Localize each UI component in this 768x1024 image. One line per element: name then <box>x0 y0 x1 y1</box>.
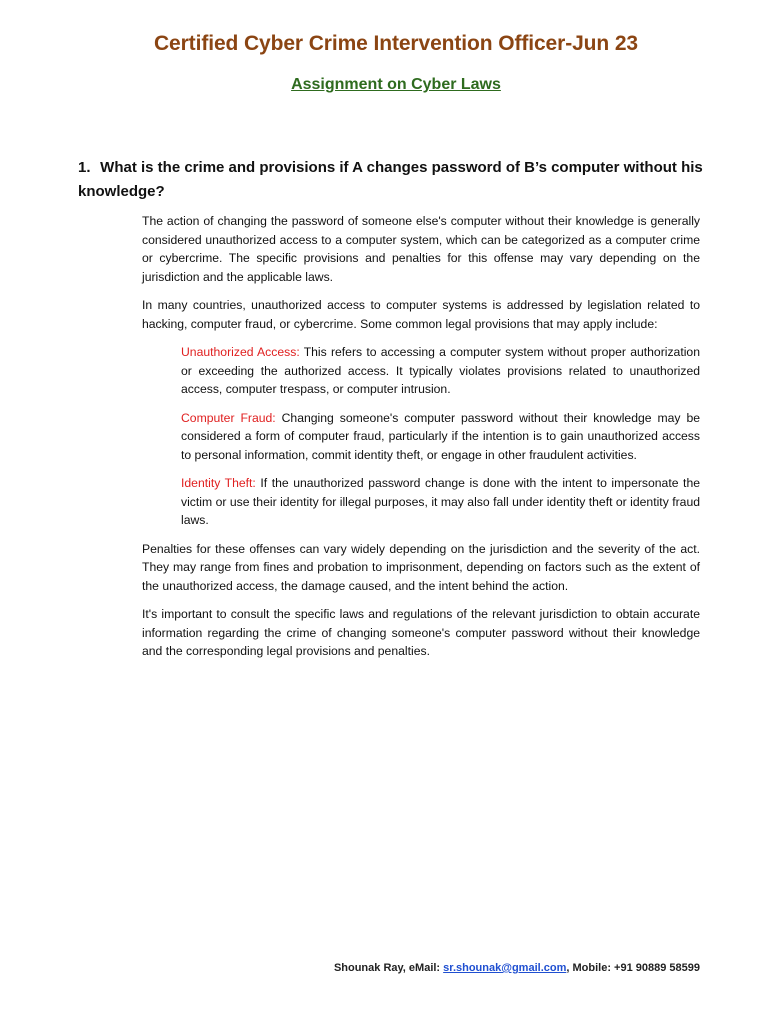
provision-identity-theft <box>181 474 700 530</box>
provision-term: Unauthorized Access: <box>181 345 300 359</box>
question-heading <box>78 156 718 204</box>
question-number: 1. <box>78 159 91 176</box>
footer-mobile: , Mobile: +91 90889 58599 <box>566 962 700 974</box>
question-text: What is the crime and provisions if A changes password of B’s computer without his knowledge? <box>78 159 703 200</box>
footer-contact <box>334 962 700 974</box>
provision-unauthorized-access <box>181 343 700 399</box>
footer-author: Shounak Ray, eMail: <box>333 962 444 974</box>
provision-term: Identity Theft: <box>181 476 256 490</box>
document-subtitle: Assignment on Cyber Laws <box>291 76 501 93</box>
paragraph-legislation: In many countries, unauthorized access to computer systems is addressed by legislation related to hacking, computer fraud, or cybercrime. Some common legal provisions that may apply include: <box>142 298 700 331</box>
provision-text: If the unauthorized password change is done with the intent to impersonate the victim or use their identity for illegal purposes, it may also fall under identity theft or identity fraud laws. <box>181 476 700 527</box>
provision-text: This refers to accessing a computer system without proper authorization or exceeding the authorized access. It typically violates provisions related to unauthorized access, computer trespass, or computer intrusion. <box>181 345 700 396</box>
email-link[interactable]: sr.shounak@gmail.com <box>443 962 567 974</box>
provision-computer-fraud <box>181 409 700 465</box>
paragraph-intro: The action of changing the password of someone else's computer without their knowledge is generally considered unauthorized access to a computer system, which can be categorized as a computer crime or cybercrime. The specific provisions and penalties for this offense may vary depending on the jurisdiction and the applicable laws. <box>142 214 700 284</box>
paragraph-penalties: Penalties for these offenses can vary widely depending on the jurisdiction and the severity of the act. They may range from fines and probation to imprisonment, depending on factors such as the extent of the unauthorized access, the damage caused, and the intent behind the action. <box>142 541 700 593</box>
provision-term: Computer Fraud: <box>181 410 276 425</box>
provision-text: Changing someone's computer password without their knowledge may be considered a form of computer fraud, particularly if the intention is to gain unauthorized access to personal information, commit identity theft, or engage in other fraudulent activities. <box>181 410 700 462</box>
answer-body <box>142 212 700 671</box>
paragraph-consult: It's important to consult the specific laws and regulations of the relevant jurisdiction to obtain accurate information regarding the crime of changing someone's computer password without their knowledge and the corresponding legal provisions and penalties. <box>142 607 700 658</box>
document-title: Certified Cyber Crime Intervention Officer-Jun 23 <box>153 32 639 55</box>
